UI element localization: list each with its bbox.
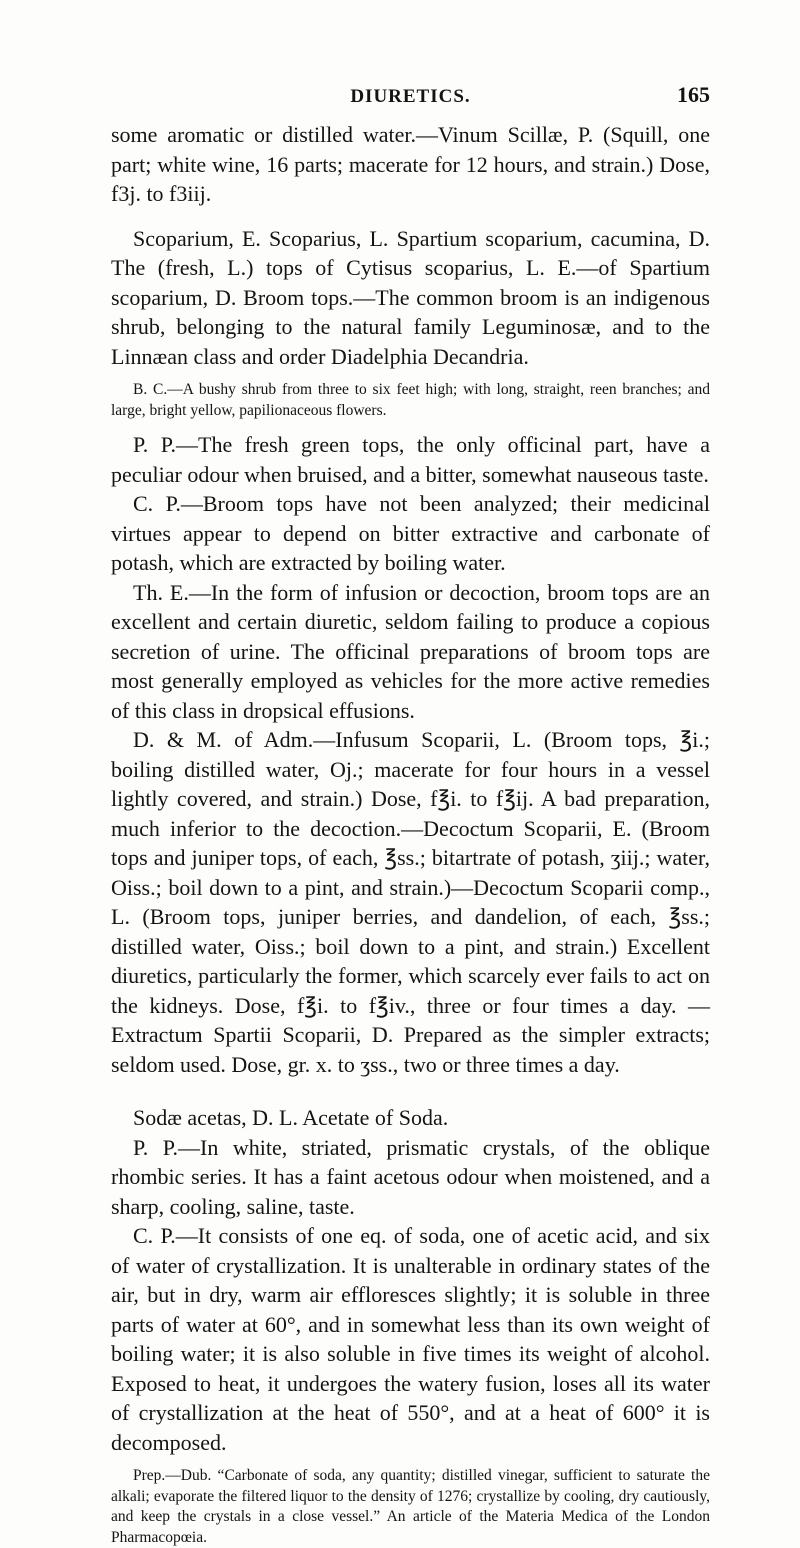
paragraph-chemical-properties: C. P.—Broom tops have not been analyzed; their medicinal virtues appear to depend on bitter extractive and carbonate of potash, which are extracted by boiling water. (111, 491, 710, 575)
page-header (111, 0, 710, 120)
paragraph-physical-properties: P. P.—The fresh green tops, the only officinal part, have a peculiar odour when bruised, and a bitter, somewhat nauseous taste. (111, 432, 710, 487)
page-number: 165 (677, 82, 710, 107)
paragraph-dose-and-administration: D. & M. of Adm.—Infusum Scoparii, L. (Broom tops, ℥i.; boiling distilled water, Oj.; macerate for four hours in a vessel lightly covered, and strain.) Dose, f℥i. to f℥ij. A bad preparation, much inferior to the decoction.—Decoctum Scoparii, E. (Broom tops and juniper tops, of each, ℥ss.; bitartrate of potash, ʒiij.; water, Oiss.; boil down to a pint, and strain.)—Decoctum Scoparii comp., L. (Broom tops, juniper berries, and dandelion, of each, ℥ss.; distilled water, Oiss.; boil down to a pint, and strain.) Excellent diuretics, particularly the former, which scarcely ever fails to act on the kidneys. Dose, f℥i. to f℥iv., three or four times a day. —Extractum Spartii Scoparii, D. Prepared as the simpler extracts; seldom used. Dose, gr. x. to ʒss., two or three times a day. (111, 727, 710, 1077)
paragraph-soda-physical-properties: P. P.—In white, striated, prismatic crystals, of the oblique rhombic series. It has a faint acetous odour when moistened, and a sharp, cooling, saline, taste. (111, 1134, 710, 1219)
paragraph-scoparium-heading: Scoparium, E. Scoparius, L. Spartium scoparium, cacumina, D. The (fresh, L.) tops of Cytisus scoparius, L. E.—of Spartium scoparium, D. Broom tops.—The common broom is an indigenous shrub, belonging to the natural family Leguminosæ, and to the Linnæan class and order Diadelphia Decandria. (111, 225, 710, 369)
paragraph-botanical-characters: B. C.—A bushy shrub from three to six feet high; with long, straight, reen branches; and large, bright yellow, papilionaceous flowers. (111, 381, 710, 419)
paragraph-squill-wine: some aromatic or distilled water.—Vinum Scillæ, P. (Squill, one part; white wine, 16 parts; macerate for 12 hours, and strain.) Dose, f3j. to f3iij. (111, 122, 710, 206)
paragraph-therapeutic-effects: Th. E.—In the form of infusion or decoction, broom tops are an excellent and certain diuretic, seldom failing to produce a copious secretion of urine. The officinal preparations of broom tops are most generally employed as vehicles for the more active remedies of this class in dropsical effusions. (111, 579, 710, 723)
paragraph-soda-chemical-properties: C. P.—It consists of one eq. of soda, one of acetic acid, and six of water of crystallization. It is unalterable in ordinary states of the air, but in dry, warm air effloresces slightly; it is soluble in three parts of water at 60°, and in somewhat less than its own weight of boiling water; it is also soluble in five times its weight of alcohol. Exposed to heat, it undergoes the watery fusion, loses all its water of crystallization at the heat of 550°, and at a heat of 600° it is decomposed. (111, 1223, 710, 1455)
paragraph-preparation: Prep.—Dub. “Carbonate of soda, any quantity; distilled vinegar, sufficient to saturate the alkali; evaporate the filtered liquor to the density of 1276; crystallize by cooling, dry cautiously, and keep the crystals in a close vessel.” An article of the Materia Medica of the London Pharmacopœia. (111, 1467, 710, 1546)
paragraph-sodae-acetas-heading: Sodæ acetas, D. L. Acetate of Soda. (133, 1105, 449, 1130)
running-title: DIURETICS. (350, 86, 471, 107)
